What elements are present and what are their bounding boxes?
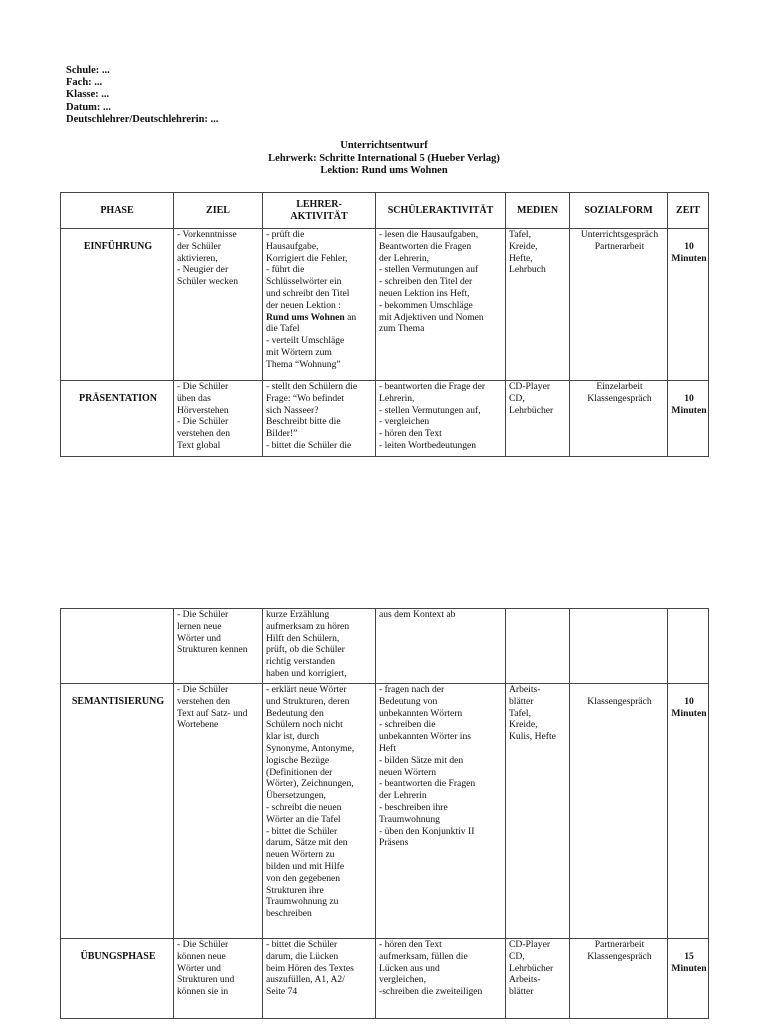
cell-line: kurze Erzählung [266,609,330,620]
cell-line: Einzelarbeit [596,381,643,392]
cell-line: Text global [177,439,221,451]
ziel-cell [174,229,263,381]
cell-line: Traumwohnung [379,813,440,825]
schueler-cell [376,229,506,381]
cell-line: -schreiben die zweiteiligen [379,986,483,998]
cell-line: - stellt den Schülern die [266,381,358,392]
phase-cell: SEMANTISIERUNG [61,684,174,939]
cell-line: können neue [177,950,226,962]
cell-line: - schreiben den Titel der [379,276,473,288]
cell-line: bilden und mit Hilfe [266,860,345,872]
cell-line: Kulis, Hefte [509,731,556,743]
cell-line: beim Hören des Textes [266,962,354,974]
header-schueler: SCHÜLERAKTIVITÄT [376,193,506,229]
table-row [61,381,709,457]
cell-line: Text auf Satz- und [177,707,248,719]
ziel-cell [174,939,263,1019]
cell-line: Hefte, [509,252,533,264]
cell-line: Partnerarbeit [594,240,645,252]
cell-line: Lehrbücher [509,962,554,974]
cell-line: lernen neue [177,620,222,632]
ziel-cell [174,684,263,939]
cell-line: sich Nasseer? [266,404,319,416]
lehrwerk-title: Lehrwerk: Schritte International 5 (Hueber Verlag) [268,152,500,164]
cell-line: klar ist, durch [266,731,320,743]
cell-line: CD-Player [509,381,551,392]
lehrer-title-line [266,312,374,324]
cell-line: Seite 74 [266,986,298,998]
cell-line: - Vorkenntnisse [177,229,237,240]
cell-line: aufmerksam zu hören [266,620,350,632]
document-meta [66,65,218,126]
cell-line: - Die Schüler [177,939,229,950]
cell-line: - beantworten die Frage der [379,381,486,392]
lektion-bold-after: an [344,311,357,323]
cell-line: Beschreibt bitte die [266,416,341,428]
cell-line: - Neugier der [177,264,229,276]
header-lehrer-line1: LEHRER- [296,198,342,210]
cell-line: - bilden Sätze mit den [379,754,464,766]
cell-line: Klassengespräch [587,392,652,404]
cell-line: Synonyme, Antonyme, [266,742,355,754]
zeit-cell [668,381,709,457]
cell-line: richtig verstanden [266,656,335,668]
cell-line: - Die Schüler [177,381,229,392]
cell-line: - üben den Konjunktiv II [379,825,475,837]
cell-line: neuen Wörtern zu [266,849,335,861]
zeit-cell [668,609,709,684]
cell-line: Klassengespräch [587,950,652,962]
cell-line: Minuten [671,962,707,974]
cell-line: Strukturen und [177,974,235,986]
cell-line: - schreibt die neuen [266,801,342,813]
cell-line: Strukturen kennen [177,644,248,656]
zeit-cell [668,939,709,1019]
cell-line: Strukturen ihre [266,884,324,896]
cell-line: Unterrichtsgespräch [580,229,659,240]
cell-line: vergleichen, [379,974,426,986]
cell-line: der neuen Lektion : [266,299,341,311]
header-medien: MEDIEN [506,193,570,229]
header-phase: PHASE [61,193,174,229]
medien-cell [506,381,570,457]
schueler-cell [376,381,506,457]
cell-line: prüft, ob die Schüler [266,644,345,656]
cell-line: der Lehrerin [379,790,427,802]
cell-line: aus dem Kontext ab [379,609,456,620]
table-row [61,939,709,1019]
cell-line: und schreibt den Titel [266,287,350,299]
cell-line: CD, [509,392,525,404]
cell-line: Wörter an die Tafel [266,813,341,825]
cell-line: - beantworten die Fragen [379,778,476,790]
cell-line: - prüft die [266,229,305,240]
cell-line: - stellen Vermutungen auf [379,264,479,276]
cell-line: mit Adjektiven und Nomen [379,311,484,323]
phase-cell: ÜBUNGSPHASE [61,939,174,1019]
cell-line: logische Bezüge [266,754,330,766]
cell-line: Minuten [671,252,707,264]
lesson-plan-table-page1 [60,192,709,457]
cell-line: beschreiben [266,908,312,920]
lehrer-cell [263,939,376,1019]
schueler-cell [376,939,506,1019]
cell-line: Partnerarbeit [594,939,645,950]
sozialform-cell [570,609,668,684]
cell-line: verstehen den [177,695,231,707]
zeit-cell [668,229,709,381]
cell-line: darum, Sätze mit den [266,837,348,849]
cell-line: 10 [684,696,694,707]
lehrer-cell [263,684,376,939]
ziel-cell [174,381,263,457]
cell-line: Hausaufgabe, [266,240,319,252]
medien-cell [506,939,570,1019]
cell-line: Hilft den Schülern, [266,632,340,644]
cell-line: Wörter und [177,632,221,644]
cell-line: - schreiben die [379,719,436,731]
cell-line: Minuten [671,404,707,416]
cell-line: - verteilt Umschläge [266,335,345,347]
cell-line: Übersetzungen, [266,790,326,802]
cell-line: (Definitionen der [266,766,333,778]
cell-line: - lesen die Hausaufgaben, [379,229,479,240]
schueler-cell [376,609,506,684]
cell-line: - Die Schüler [177,416,229,428]
cell-line: Schüler wecken [177,276,239,288]
cell-line: Tafel, [509,707,531,719]
cell-line: Schülern noch nicht [266,719,343,731]
cell-line: Minuten [671,707,707,719]
table-row [61,684,709,939]
cell-line: - bekommen Umschläge [379,299,473,311]
cell-line: darum, die Lücken [266,950,339,962]
document-title: Unterrichtsentwurf [340,140,428,151]
cell-line: Kreide, [509,240,538,252]
cell-line: unbekannten Wörter ins [379,731,472,743]
cell-line: - bittet die Schüler die [266,439,352,451]
sozialform-cell [570,381,668,457]
cell-line: Kreide, [509,719,538,731]
cell-line: Bilder!” [266,428,298,440]
cell-line: Beantworten die Fragen [379,240,472,252]
cell-line: Arbeits- [509,684,541,695]
header-lehrer [263,193,376,229]
cell-line: Bedeutung den [266,707,324,719]
cell-line: Arbeits- [509,974,541,986]
table-row [61,609,709,684]
cell-line: CD, [509,950,525,962]
cell-line: Wortebene [177,719,219,731]
cell-line: verstehen den [177,428,231,440]
meta-schule: Schule: ... [66,65,110,76]
cell-line: Schlüsselwörter ein [266,276,342,288]
header-sozialform: SOZIALFORM [570,193,668,229]
meta-klasse: Klasse: ... [66,89,110,101]
lehrer-cell [263,609,376,684]
ziel-cell [174,609,263,684]
cell-line: der Schüler [177,240,221,252]
phase-cell: PRÄSENTATION [61,381,174,457]
cell-line: aufmerksam, füllen die [379,950,468,962]
cell-line: - erklärt neue Wörter [266,684,347,695]
medien-cell [506,609,570,684]
cell-line: aktivieren, [177,252,218,264]
cell-line: Thema “Wohnung” [266,358,341,370]
cell-line: - fragen nach der [379,684,445,695]
cell-line: Traumwohnung zu [266,896,339,908]
cell-line: - stellen Vermutungen auf, [379,404,481,416]
cell-line: üben das [177,392,211,404]
cell-line: neuen Wörtern [379,766,437,778]
cell-line: Lehrbücher [509,404,554,416]
cell-line: neuen Lektion ins Heft, [379,287,470,299]
cell-line: Wörter), Zeichnungen, [266,778,354,790]
zeit-cell [668,684,709,939]
cell-line: Tafel, [509,229,531,240]
meta-datum: Datum: ... [66,101,111,113]
cell-line: 15 [684,951,694,962]
cell-line: Präsens [379,837,409,849]
cell-line: unbekannten Wörtern [379,707,463,719]
cell-line: und Strukturen, deren [266,695,350,707]
cell-line: - führt die [266,264,305,276]
schueler-cell [376,684,506,939]
cell-line: - Die Schüler [177,609,229,620]
lehrer-rest-lines [266,323,374,370]
document-titles [0,140,768,178]
cell-line: Heft [379,742,397,754]
lektion-title: Lektion: Rund ums Wohnen [320,165,448,176]
cell-line: 10 [684,241,694,252]
sozialform-cell [570,939,668,1019]
medien-cell [506,684,570,939]
cell-line: können sie in [177,986,229,998]
cell-line: CD-Player [509,939,551,950]
lehrer-cell [263,229,376,381]
phase-cell: EINFÜHRUNG [61,229,174,381]
cell-line: auszufüllen, A1, A2/ [266,974,345,986]
cell-line: Hörverstehen [177,404,229,416]
cell-line: 10 [684,393,694,404]
cell-line: Klassengespräch [587,696,652,707]
cell-line: Lücken aus und [379,962,440,974]
cell-line: blätter [509,986,534,998]
phase-cell [61,609,174,684]
header-ziel: ZIEL [174,193,263,229]
cell-line: Korrigiert die Fehler, [266,252,348,264]
cell-line: - beschreiben ihre [379,801,448,813]
cell-line: - hören den Text [379,428,442,440]
header-lehrer-line2: AKTIVITÄT [290,210,348,222]
sozialform-cell [570,684,668,939]
cell-line: Lehrbuch [509,264,546,276]
meta-fach: Fach: ... [66,77,103,89]
lesson-plan-table-page2 [60,608,709,1019]
cell-line: Wörter und [177,962,221,974]
cell-line: mit Wörtern zum [266,346,332,358]
cell-line: haben und korrigiert, [266,667,347,679]
cell-line: Bedeutung von [379,695,438,707]
cell-line: - leiten Wortbedeutungen [379,439,477,451]
header-zeit: ZEIT [668,193,709,229]
lektion-bold-text: Rund ums Wohnen [266,311,345,323]
cell-line: blätter [509,695,534,707]
medien-cell [506,229,570,381]
lehrer-lines [266,229,374,312]
cell-line: - vergleichen [379,416,430,428]
meta-lehrer: Deutschlehrer/Deutschlehrerin: ... [66,113,219,125]
cell-line: - bittet die Schüler [266,939,338,950]
cell-line: von den gegebenen [266,872,341,884]
sozialform-cell [570,229,668,381]
cell-line: Frage: “Wo befindet [266,392,345,404]
cell-line: der Lehrerin, [379,252,430,264]
lehrer-cell [263,381,376,457]
cell-line: zum Thema [379,323,425,335]
table-row [61,229,709,381]
cell-line: - hören den Text [379,939,442,950]
cell-line: Lehrerin, [379,392,415,404]
cell-line: - bittet die Schüler [266,825,338,837]
cell-line: - Die Schüler [177,684,229,695]
cell-line: die Tafel [266,323,300,335]
